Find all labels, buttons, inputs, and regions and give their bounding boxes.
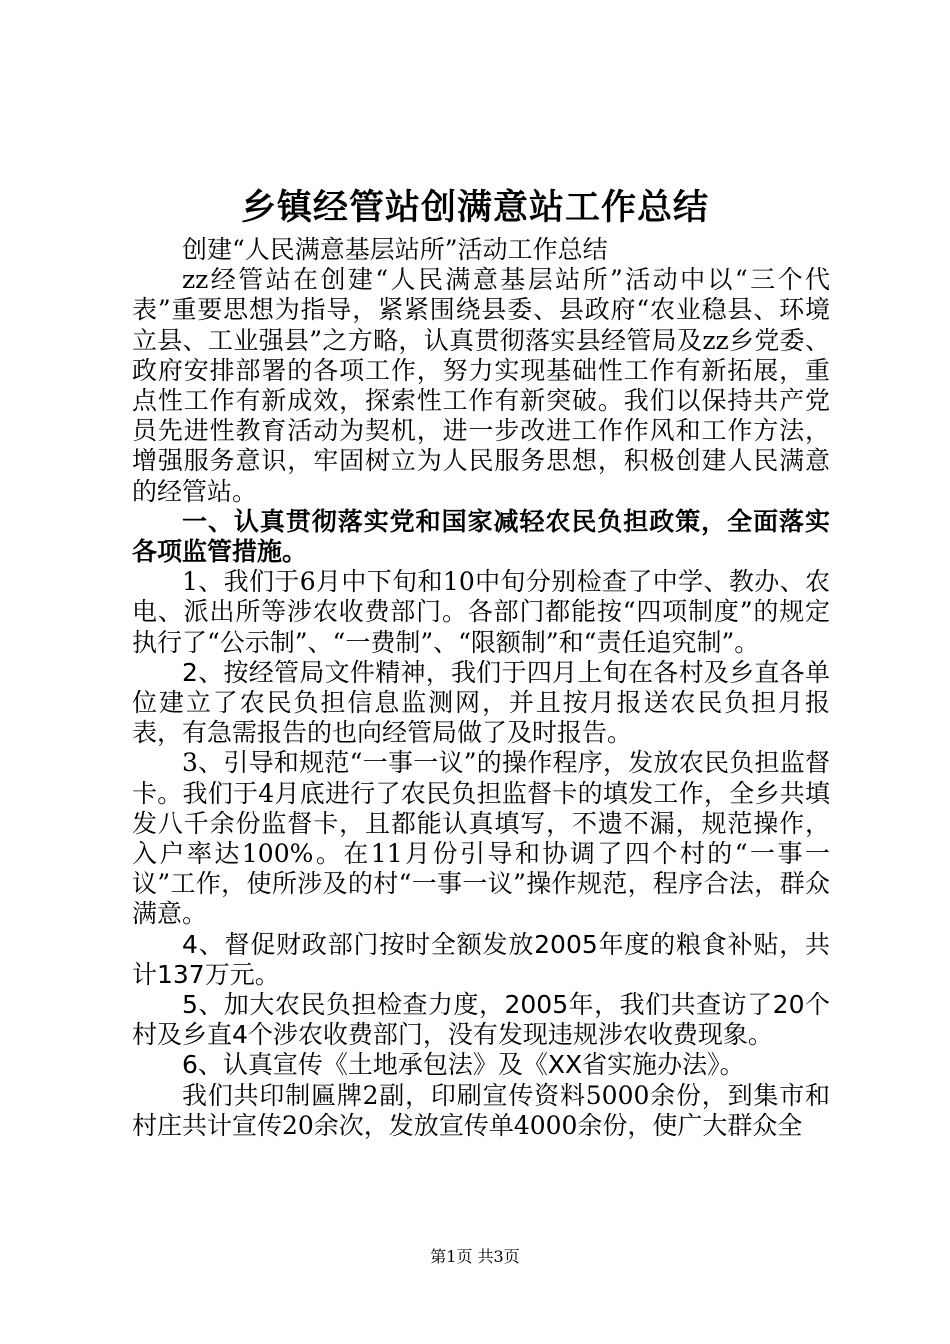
section-heading: 一、认真贯彻落实党和国家减轻农民负担政策，全面落实各项监管措施。 — [132, 506, 830, 567]
item-paragraph-5: 5、加大农民负担检查力度，2005年，我们共查访了20个村及乡直4个涉农收费部门，没有发现违规涉农收费现象。 — [132, 990, 830, 1050]
page-footer: 第1页 共3页 — [430, 1247, 520, 1266]
intro-paragraph: zz经管站在创建“人民满意基层站所”活动中以“三个代表”重要思想为指导，紧紧围绕县委、县政府“农业稳县、环境立县、工业强县”之方略，认真贯彻落实县经管局及zz乡党委、政府安排部署的各项工作，努力实现基础性工作有新拓展，重点性工作有新成效，探索性工作有新突破。我们以保持共产党员先进性教育活动为契机，进一步改进工作作风和工作方法，增强服务意识，牢固树立为人民服务思想，积极创建人民满意的经管站。 — [132, 265, 830, 506]
item-paragraph-6: 6、认真宣传《土地承包法》及《XX省实施办法》。 — [182, 1050, 745, 1080]
publicity-paragraph: 我们共印制匾牌2副，印刷宣传资料5000余份，到集市和村庄共计宣传20余次，发放宣传单4000余份，使广大群众全 — [132, 1080, 830, 1140]
item-paragraph-2: 2、按经管局文件精神，我们于四月上旬在各村及乡直各单位建立了农民负担信息监测网，并且按月报送农民负担月报表，有急需报告的也向经管局做了及时报告。 — [132, 657, 830, 748]
document-title: 乡镇经管站创满意站工作总结 — [240, 187, 709, 228]
document-body — [132, 235, 830, 1141]
item-paragraph-1: 1、我们于6月中下旬和10中旬分别检查了中学、教办、农电、派出所等涉农收费部门。各部门都能按“四项制度”的规定执行了“公示制”、“一费制”、“限额制”和“责任追究制”。 — [132, 567, 830, 657]
item-paragraph-4: 4、督促财政部门按时全额发放2005年度的粮食补贴，共计137万元。 — [132, 929, 830, 989]
subtitle-paragraph: 创建“人民满意基层站所”活动工作总结 — [182, 235, 608, 264]
item-paragraph-3: 3、引导和规范“一事一议”的操作程序，发放农民负担监督卡。我们于4月底进行了农民负担监督卡的填发工作，全乡共填发八千余份监督卡，且都能认真填写，不遗不漏，规范操作，入户率达100%。在11月份引导和协调了四个村的“一事一议”工作，使所涉及的村“一事一议”操作规范，程序合法，群众满意。 — [132, 748, 830, 929]
